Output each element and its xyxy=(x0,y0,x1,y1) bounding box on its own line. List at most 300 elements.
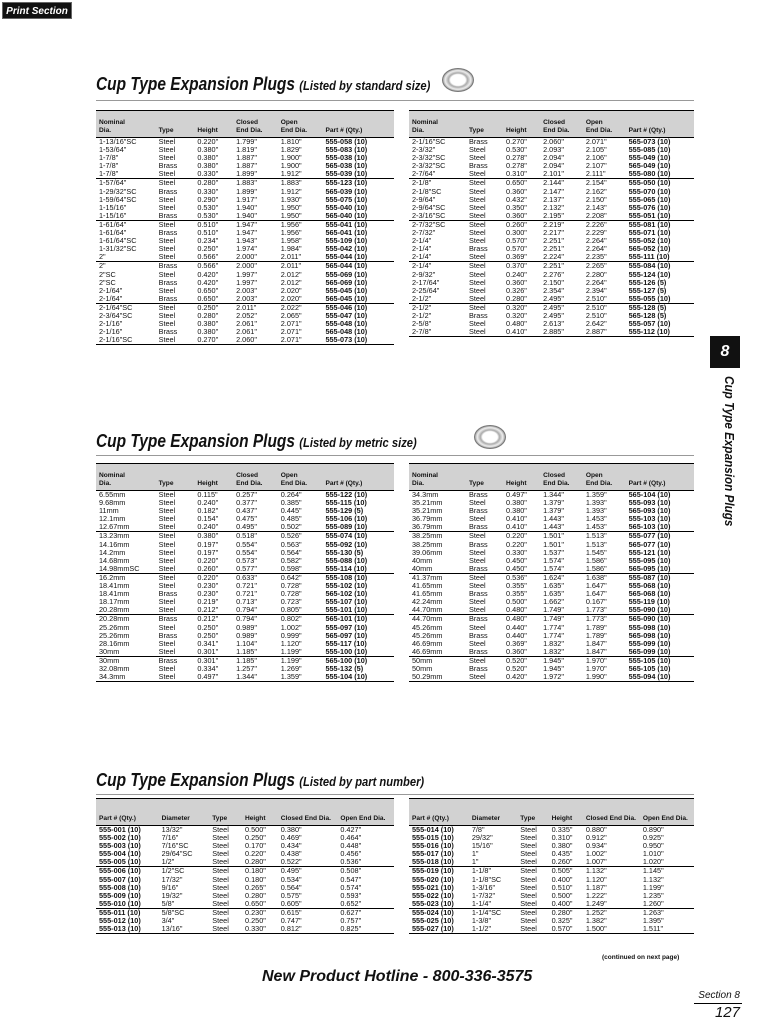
part-number-cell: 565-102 (10) xyxy=(325,590,368,599)
part-number-cell: 565-103 (10) xyxy=(628,523,671,532)
part-number-cell: 555-105 (10) xyxy=(626,656,694,665)
table-cell: 0.270" xyxy=(506,137,527,146)
part-number-cell: 565-100 (10) xyxy=(322,656,394,665)
table-row xyxy=(409,229,694,237)
table-cell: 1.393" xyxy=(585,507,607,516)
table-row xyxy=(96,204,394,212)
section-rule xyxy=(96,794,694,795)
table-row xyxy=(96,212,394,221)
table-cell: Brass xyxy=(156,656,195,665)
table-cell: 0.250" xyxy=(197,631,219,640)
table-row xyxy=(409,925,694,933)
table-cell: 1.104" xyxy=(236,639,257,648)
table-cell: 1-1/4"SC xyxy=(469,908,517,917)
table-cell: 0.335" xyxy=(551,825,573,834)
table-cell: 0.652" xyxy=(340,899,362,908)
part-number-cell: 555-055 (10) xyxy=(628,294,671,303)
table-cell: 2.495" xyxy=(543,294,564,303)
table-row xyxy=(409,491,694,500)
table-row xyxy=(409,850,694,858)
table-row xyxy=(409,624,694,632)
table-row xyxy=(96,320,394,328)
table-cell: 0.522" xyxy=(280,858,302,867)
table-cell: 15/16" xyxy=(471,842,493,851)
table-row xyxy=(96,908,394,917)
table-cell: Steel xyxy=(469,211,486,220)
table-cell: 1.829" xyxy=(280,146,302,155)
table-cell: 1.379" xyxy=(543,507,564,516)
table-cell: 1.958" xyxy=(280,237,302,246)
table-cell: Steel xyxy=(212,917,229,926)
table-row xyxy=(409,320,694,328)
table-cell: 0.360" xyxy=(506,647,527,656)
table-row xyxy=(409,917,694,925)
part-number-cell: 555-023 (10) xyxy=(412,899,454,908)
table-cell: 0.536" xyxy=(340,858,362,867)
table-cell: 2-1/8" xyxy=(409,179,466,188)
table-cell: 0.420" xyxy=(506,673,527,682)
part-number-cell: 555-050 (10) xyxy=(626,179,694,188)
table-cell: 1.511" xyxy=(642,925,664,934)
table-cell: Steel xyxy=(158,170,176,179)
table-cell: 2.011" xyxy=(278,262,323,271)
table-cell: 1.257" xyxy=(236,664,257,673)
table-cell: 1.883" xyxy=(233,179,278,188)
part-number-cell: 565-101 (10) xyxy=(322,615,394,624)
table-cell: Steel xyxy=(158,523,176,532)
table-row xyxy=(409,262,694,271)
table-row xyxy=(96,253,394,262)
table-cell: 0.510" xyxy=(197,229,219,238)
table-cell: Steel xyxy=(469,606,486,615)
table-cell: 35.21mm xyxy=(412,499,443,508)
table-cell: 0.728" xyxy=(280,582,302,591)
part-number-cell: 555-011 (10) xyxy=(96,908,159,917)
table-cell: Steel xyxy=(212,925,229,934)
part-number-cell: 555-001 (10) xyxy=(99,825,141,834)
table-cell: 2-1/2" xyxy=(412,294,432,303)
table-cell: 0.330" xyxy=(245,925,266,934)
table-cell: 0.380" xyxy=(197,320,219,329)
table-cell: 0.566" xyxy=(197,253,219,262)
table-row xyxy=(409,146,694,154)
table-cell: 2.094" xyxy=(543,154,564,163)
table-row xyxy=(96,598,394,606)
section-title-standard: Cup Type Expansion Plugs (Listed by standard size) xyxy=(96,74,431,94)
table-cell: 1.132" xyxy=(583,867,640,876)
table-cell: 0.220" xyxy=(197,137,219,146)
table-cell: Steel xyxy=(212,899,229,908)
table-cell: 0.325" xyxy=(551,917,573,926)
table-cell: 2" xyxy=(99,253,106,262)
table-cell: 2-1/4" xyxy=(409,262,466,271)
table-cell: 1.199" xyxy=(278,656,323,665)
table-cell: 1/2" xyxy=(161,858,175,867)
part-number-cell: 555-114 (10) xyxy=(325,564,367,573)
table-cell: 2.020" xyxy=(280,286,302,295)
standard-size-table-right xyxy=(409,110,694,337)
table-cell: 0.280" xyxy=(194,179,233,188)
table-cell: 0.642" xyxy=(278,573,323,582)
table-row xyxy=(96,858,394,867)
table-cell: 0.257" xyxy=(236,490,257,499)
table-cell: 2-3/32"SC xyxy=(412,162,446,171)
part-number-cell: 555-092 (10) xyxy=(325,540,368,549)
table-cell: 2.022" xyxy=(278,303,323,312)
table-cell: 1.662" xyxy=(543,598,564,607)
table-cell: 0.278" xyxy=(506,162,527,171)
column-header: Height xyxy=(549,799,583,826)
table-row xyxy=(409,279,694,287)
part-number-cell: 555-097 (10) xyxy=(325,623,368,632)
table-row xyxy=(409,590,694,598)
table-cell: Brass xyxy=(469,137,488,146)
column-header: Part # (Qty.) xyxy=(322,111,394,138)
part-number-cell: 555-081 (10) xyxy=(626,220,694,229)
table-cell: 1-59/64"SC xyxy=(99,195,137,204)
table-cell: 0.310" xyxy=(506,170,527,179)
table-cell: 0.400" xyxy=(551,875,573,884)
column-header: Type xyxy=(156,111,195,138)
table-cell: Steel xyxy=(469,170,486,179)
table-row xyxy=(96,491,394,500)
table-cell: 1.773" xyxy=(585,606,607,615)
table-cell: 0.497" xyxy=(506,490,527,499)
table-cell: 0.410" xyxy=(506,328,527,337)
table-cell: 0.502" xyxy=(280,523,302,532)
table-cell: 0.240" xyxy=(197,499,219,508)
part-number-cell: 555-010 (10) xyxy=(99,899,141,908)
part-number-cell: 555-020 (10) xyxy=(412,875,454,884)
column-header: Type xyxy=(209,799,242,826)
table-cell: 2.510" xyxy=(585,311,607,320)
part-number-cell: 555-002 (10) xyxy=(99,834,141,843)
column-header: Open End Dia. xyxy=(640,799,694,826)
part-number-cell: 555-111 (10) xyxy=(628,253,670,262)
table-row xyxy=(96,262,394,271)
part-number-cell: 555-104 (10) xyxy=(325,673,368,682)
table-row xyxy=(409,908,694,917)
table-cell: Brass xyxy=(156,262,195,271)
table-cell: 0.480" xyxy=(506,320,527,329)
part-number-cell: 555-088 (10) xyxy=(325,556,368,565)
part-number-cell: 555-006 (10) xyxy=(96,867,159,876)
table-row xyxy=(409,515,694,523)
table-cell: 0.794" xyxy=(236,606,257,615)
part-number-cell: 555-071 (10) xyxy=(628,229,671,238)
table-cell: 0.432" xyxy=(506,195,527,204)
table-cell: 2.147" xyxy=(543,187,564,196)
table-cell: 1.899" xyxy=(236,170,257,179)
table-cell: 0.500" xyxy=(245,825,266,834)
table-row xyxy=(409,834,694,842)
part-number-cell: 555-016 (10) xyxy=(412,842,454,851)
table-row xyxy=(409,826,694,835)
table-cell: 0.480" xyxy=(506,606,527,615)
table-cell: 2.195" xyxy=(543,211,564,220)
table-cell: 2.510" xyxy=(585,294,607,303)
table-cell: 1.185" xyxy=(236,647,257,656)
table-cell: 1-15/16" xyxy=(99,211,127,220)
table-cell: 0.530" xyxy=(506,146,527,155)
part-number-cell: 565-105 (10) xyxy=(628,664,671,673)
table-cell: 2.154" xyxy=(583,179,626,188)
table-cell: 2.276" xyxy=(543,270,564,279)
table-cell: 0.400" xyxy=(551,899,573,908)
table-cell: Steel xyxy=(158,540,176,549)
part-number-cell: 555-009 (10) xyxy=(99,891,141,900)
table-cell: 1.984" xyxy=(280,245,302,254)
table-cell: 38.25mm xyxy=(412,540,443,549)
table-cell: 2-1/16"SC xyxy=(99,336,133,345)
table-cell: Steel xyxy=(520,883,537,892)
table-cell: 34.3mm xyxy=(99,673,126,682)
table-cell: 0.264" xyxy=(280,490,302,499)
table-cell: 46.69mm xyxy=(412,639,443,648)
table-cell: 2.150" xyxy=(543,278,564,287)
column-header: Part # (Qty.) xyxy=(322,464,394,491)
table-cell: 1.899" xyxy=(236,187,257,196)
table-cell: 0.167" xyxy=(585,598,607,607)
table-row xyxy=(96,656,394,665)
table-cell: 1.586" xyxy=(585,556,607,565)
table-cell: 1-7/8" xyxy=(99,162,119,171)
table-cell: 0.495" xyxy=(236,523,257,532)
table-cell: 3/4" xyxy=(161,917,175,926)
table-cell: 0.310" xyxy=(551,834,573,843)
column-header: Diameter xyxy=(469,799,517,826)
table-cell: 0.573" xyxy=(236,556,257,565)
table-cell: 1.501" xyxy=(543,540,564,549)
table-cell: 2-3/16"SC xyxy=(412,211,446,220)
table-cell: 1.912" xyxy=(280,170,302,179)
table-cell: 0.520" xyxy=(506,664,527,673)
table-cell: 1.930" xyxy=(280,195,302,204)
table-cell: 2.219" xyxy=(540,220,583,229)
table-cell: 44.70mm xyxy=(409,615,466,624)
table-cell: 1.940" xyxy=(236,203,257,212)
table-cell: 0.880" xyxy=(585,825,607,834)
table-cell: Brass xyxy=(469,664,488,673)
table-cell: 0.615" xyxy=(278,908,338,917)
table-cell: 0.925" xyxy=(642,834,664,843)
part-number-cell: 555-122 (10) xyxy=(325,490,368,499)
table-cell: 2.137" xyxy=(543,195,564,204)
table-row xyxy=(96,582,394,590)
table-cell: 1.774" xyxy=(543,631,564,640)
table-cell: Steel xyxy=(520,858,537,867)
part-number-cell: 565-077 (10) xyxy=(628,540,671,549)
part-number-cell: 555-093 (10) xyxy=(628,499,671,508)
table-cell: 0.757" xyxy=(340,917,362,926)
part-number-cell: 555-094 (10) xyxy=(628,673,671,682)
table-cell: 11mm xyxy=(99,507,119,516)
table-cell: Steel xyxy=(469,237,486,246)
table-cell: 2-7/8" xyxy=(412,328,432,337)
table-cell: 40mm xyxy=(412,556,433,565)
table-row xyxy=(96,245,394,253)
part-number-cell: 555-038 (10) xyxy=(325,154,368,163)
table-cell: 41.65mm xyxy=(412,590,443,599)
table-cell: Brass xyxy=(158,187,178,196)
table-cell: 1.501" xyxy=(540,532,583,541)
part-number-cell: 565-073 (10) xyxy=(628,137,671,146)
table-cell: 0.570" xyxy=(506,245,527,254)
table-cell: 1.379" xyxy=(543,499,564,508)
table-cell: Steel xyxy=(469,582,486,591)
table-cell: 1.990" xyxy=(585,673,607,682)
table-cell: Steel xyxy=(469,154,486,163)
column-header: Diameter xyxy=(159,799,210,826)
table-cell: Brass xyxy=(469,311,488,320)
table-cell: 0.825" xyxy=(340,925,362,934)
part-number-cell: 555-099 (10) xyxy=(628,639,671,648)
table-cell: Steel xyxy=(158,311,176,320)
table-cell: 1.773" xyxy=(583,615,626,624)
table-row xyxy=(96,826,394,835)
table-cell: 2.107" xyxy=(585,162,607,171)
table-cell: Steel xyxy=(209,867,242,876)
table-cell: 0.564" xyxy=(280,548,302,557)
table-cell: 1.749" xyxy=(543,606,564,615)
table-cell: 29/32" xyxy=(471,834,493,843)
table-cell: 1.940" xyxy=(236,211,257,220)
table-row xyxy=(96,196,394,204)
table-cell: 0.301" xyxy=(194,656,233,665)
table-row xyxy=(409,328,694,336)
table-cell: 0.805" xyxy=(280,606,302,615)
table-cell: 2-3/32"SC xyxy=(412,154,446,163)
print-section-button[interactable]: Print Section xyxy=(2,2,72,19)
table-cell: 7/16" xyxy=(161,834,179,843)
table-cell: 2.000" xyxy=(233,262,278,271)
table-cell: Steel xyxy=(469,229,486,238)
table-row xyxy=(96,917,394,925)
table-cell: 2-17/64" xyxy=(412,278,440,287)
column-header: Nominal Dia. xyxy=(409,464,466,491)
part-number-cell: 555-126 (5) xyxy=(628,278,667,287)
table-cell: Steel xyxy=(517,908,548,917)
table-cell: 1.883" xyxy=(278,179,323,188)
table-cell: 2.012" xyxy=(280,270,302,279)
table-cell: 0.197" xyxy=(197,548,219,557)
part-number-cell: 555-117 (10) xyxy=(325,639,367,648)
table-cell: 0.250" xyxy=(197,245,219,254)
table-cell: 0.380" xyxy=(506,507,527,516)
table-cell: 0.240" xyxy=(197,523,219,532)
table-cell: 1.187" xyxy=(585,883,607,892)
table-row xyxy=(96,565,394,574)
table-cell: 0.510" xyxy=(551,883,573,892)
table-row xyxy=(409,507,694,515)
table-cell: 0.385" xyxy=(280,499,302,508)
table-cell: 2.071" xyxy=(585,137,607,146)
part-number-cell: 555-103 (10) xyxy=(628,515,671,524)
column-header: Type xyxy=(517,799,548,826)
table-row xyxy=(96,648,394,657)
table-cell: 1.887" xyxy=(236,154,257,163)
table-cell: 0.728" xyxy=(280,590,302,599)
table-cell: 0.912" xyxy=(585,834,607,843)
table-cell: 13.23mm xyxy=(96,532,156,541)
table-cell: 5/8"SC xyxy=(159,908,210,917)
table-cell: 1.774" xyxy=(543,623,564,632)
table-cell: Brass xyxy=(158,328,178,337)
table-cell: 2-1/2" xyxy=(412,311,432,320)
part-number-cell: 555-090 (10) xyxy=(628,606,671,615)
section-tab[interactable]: 8 xyxy=(710,336,740,368)
table-cell: Steel xyxy=(156,532,195,541)
part-number-cell: 555-046 (10) xyxy=(322,303,394,312)
table-cell: 14.98mmSC xyxy=(99,564,140,573)
part-number-cell: 555-052 (10) xyxy=(628,237,671,246)
table-cell: 2.613" xyxy=(543,320,564,329)
table-cell: 1.950" xyxy=(280,211,302,220)
table-cell: 2.150" xyxy=(585,195,607,204)
part-number-cell: 555-044 (10) xyxy=(325,253,368,262)
table-cell: Steel xyxy=(469,639,486,648)
table-cell: 1.545" xyxy=(585,548,607,557)
table-cell: 1-13/16"SC xyxy=(99,137,137,146)
table-cell: Steel xyxy=(520,842,537,851)
table-cell: 1-61/64" xyxy=(96,220,156,229)
table-cell: 1.120" xyxy=(585,875,607,884)
part-number-cell: 555-022 (10) xyxy=(412,891,454,900)
table-cell: 1.574" xyxy=(543,556,564,565)
table-cell: Steel xyxy=(158,286,176,295)
table-cell: 0.570" xyxy=(551,925,573,934)
table-row xyxy=(409,154,694,162)
table-cell: 0.240" xyxy=(506,270,527,279)
table-cell: 0.220" xyxy=(503,532,540,541)
table-cell: Steel xyxy=(469,673,486,682)
part-number-cell: 555-108 (10) xyxy=(322,573,394,582)
table-row xyxy=(409,876,694,884)
table-row xyxy=(409,179,694,188)
table-cell: 0.280" xyxy=(245,891,266,900)
table-cell: 34.3mm xyxy=(412,490,439,499)
table-row xyxy=(409,565,694,574)
table-row xyxy=(409,196,694,204)
table-cell: 0.280" xyxy=(549,908,583,917)
table-cell: 0.220" xyxy=(197,556,219,565)
table-row xyxy=(96,606,394,615)
product-hotline: New Product Hotline - 800-336-3575 xyxy=(262,968,533,985)
table-row xyxy=(409,598,694,606)
table-row xyxy=(409,900,694,909)
table-cell: Steel xyxy=(469,320,486,329)
table-cell: Brass xyxy=(469,540,488,549)
table-cell: 2.105" xyxy=(585,146,607,155)
table-cell: 0.380" xyxy=(197,154,219,163)
table-cell: 1.917" xyxy=(236,195,257,204)
table-cell: 0.554" xyxy=(236,540,257,549)
table-cell: 2-9/64"SC xyxy=(412,203,446,212)
table-cell: 2.143" xyxy=(585,203,607,212)
table-cell: 1-61/64" xyxy=(99,229,127,238)
table-cell: 1.943" xyxy=(236,237,257,246)
table-row xyxy=(96,549,394,557)
table-row xyxy=(409,557,694,565)
table-cell: 0.230" xyxy=(197,590,219,599)
table-row xyxy=(96,312,394,320)
column-header: Part # (Qty.) xyxy=(626,111,694,138)
part-number-cell: 555-089 (10) xyxy=(325,523,368,532)
table-cell: 18.17mm xyxy=(99,598,130,607)
table-row xyxy=(409,673,694,681)
table-cell: 18.41mm xyxy=(99,590,130,599)
table-cell: 0.526" xyxy=(278,532,323,541)
